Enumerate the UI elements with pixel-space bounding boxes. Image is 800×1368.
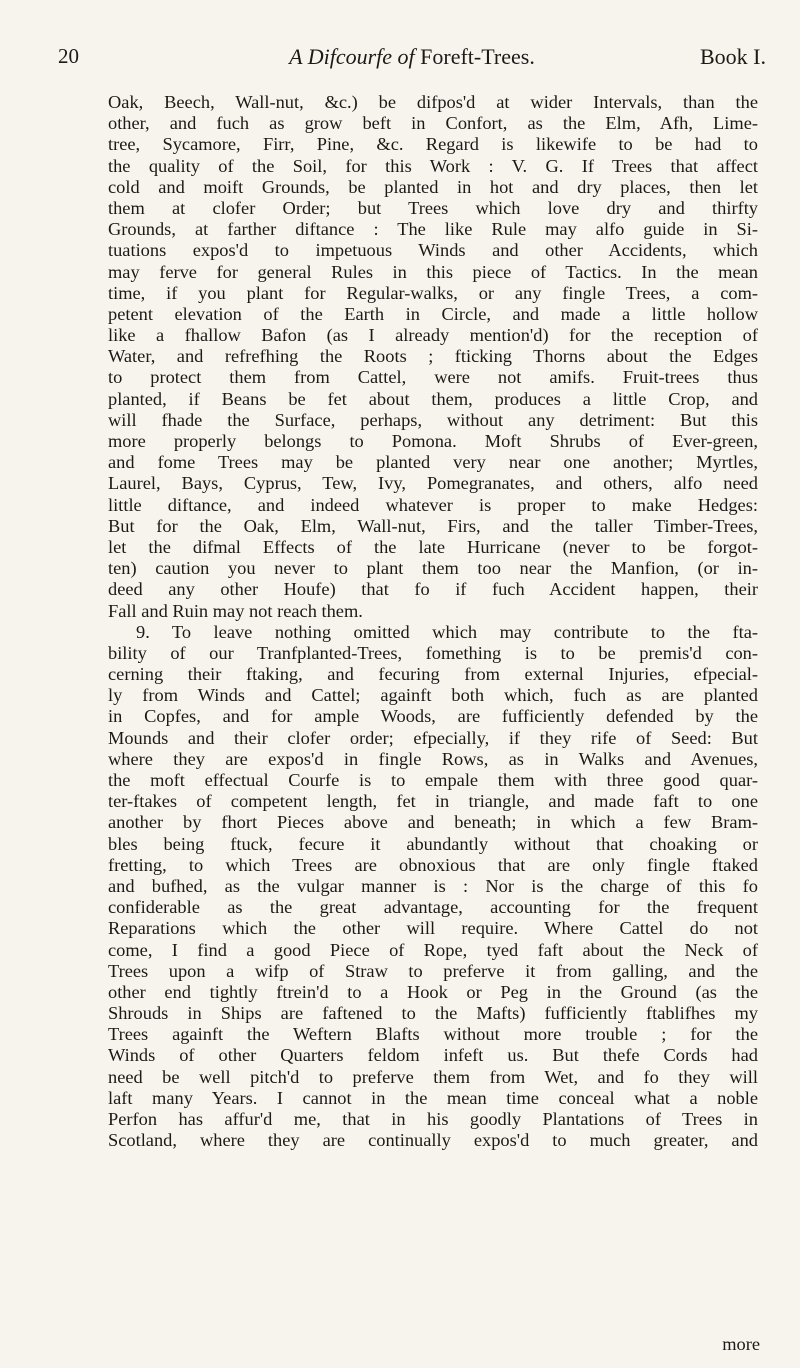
text-line: the quality of the Soil, for this Work : V. G. If Trees that affect xyxy=(108,155,758,176)
text-line: 9. To leave nothing omitted which may contribute to the fta- xyxy=(136,621,758,642)
text-line: Trees upon a wifp of Straw to preferve it from galling, and the xyxy=(108,960,758,981)
book-label: Book I. xyxy=(700,44,766,69)
text-line: Trees againft the Weftern Blafts without more trouble ; for the xyxy=(108,1024,758,1045)
text-line: other end tightly ftrein'd to a Hook or Peg in the Ground (as the xyxy=(108,981,758,1002)
text-line: in Copfes, and for ample Woods, are fufficiently defended by the xyxy=(108,706,758,727)
text-line: may ferve for general Rules in this piece of Tactics. In the mean xyxy=(108,261,758,282)
text-line: confiderable as the great advantage, accounting for the frequent xyxy=(108,897,758,918)
running-title xyxy=(58,44,766,70)
text-line: them at clofer Order; but Trees which love dry and thirfty xyxy=(108,197,758,218)
text-line: Reparations which the other will require. Where Cattel do not xyxy=(108,918,758,939)
text-line: will fhade the Surface, perhaps, without any detriment: But this xyxy=(108,409,758,430)
text-line: tuations expos'd to impetuous Winds and other Accidents, which xyxy=(108,240,758,261)
text-line: time, if you plant for Regular-walks, or any fingle Trees, a com- xyxy=(108,282,758,303)
text-line: Fall and Ruin may not reach them. xyxy=(108,600,363,621)
text-line: ly from Winds and Cattel; againft both which, fuch as are planted xyxy=(108,685,758,706)
text-body xyxy=(108,92,758,1151)
text-line: Winds of other Quarters feldom infeft us. But thefe Cords had xyxy=(108,1045,758,1066)
text-line: bility of our Tranfplanted-Trees, fomething is to be premis'd con- xyxy=(108,642,758,663)
page-number: 20 xyxy=(58,44,79,68)
catchword: more xyxy=(722,1334,760,1354)
text-line: Grounds, at farther diftance : The like Rule may alfo guide in Si- xyxy=(108,219,758,240)
text-line: and bufhed, as the vulgar manner is : Nor is the charge of this fo xyxy=(108,875,758,896)
text-line: tree, Sycamore, Firr, Pine, &c. Regard is likewife to be had to xyxy=(108,134,758,155)
text-line: the moft effectual Courfe is to empale them with three good quar- xyxy=(108,770,758,790)
text-line: But for the Oak, Elm, Wall-nut, Firs, and the taller Timber-Trees, xyxy=(108,515,758,536)
text-line: bles being ftuck, fecure it abundantly without that choaking or xyxy=(108,833,758,854)
text-line: where they are expos'd in fingle Rows, as in Walks and Avenues, xyxy=(108,748,758,769)
text-line: Shrouds in Ships are faftened to the Mafts) fufficiently ftablifhes my xyxy=(108,1003,758,1024)
text-line: ten) caution you never to plant them too near the Manfion, (or in- xyxy=(108,558,758,579)
text-line: other, and fuch as grow beft in Confort, as the Elm, Afh, Lime- xyxy=(108,113,758,134)
text-line: cold and moift Grounds, be planted in hot and dry places, then let xyxy=(108,176,758,197)
text-line: to protect them from Cattel, were not amifs. Fruit-trees thus xyxy=(108,367,758,388)
text-line: let the difmal Effects of the late Hurricane (never to be forgot- xyxy=(108,536,758,557)
text-line: Scotland, where they are continually expos'd to much greater, and xyxy=(108,1130,758,1151)
text-line: planted, if Beans be fet about them, produces a little Crop, and xyxy=(108,388,758,409)
text-line: another by fhort Pieces above and beneath; in which a few Bram- xyxy=(108,812,758,833)
running-header xyxy=(58,44,766,78)
text-line: like a fhallow Bafon (as I already mention'd) for the reception of xyxy=(108,325,758,346)
running-title-plain: Foreft-Trees. xyxy=(420,44,535,69)
text-line: come, I find a good Piece of Rope, tyed faft about the Neck of xyxy=(108,939,758,960)
text-line: deed any other Houfe) that fo if fuch Accident happen, their xyxy=(108,579,758,600)
text-line: ter-ftakes of competent length, fet in triangle, and made faft to one xyxy=(108,791,758,812)
text-line: Laurel, Bays, Cyprus, Tew, Ivy, Pomegranates, and others, alfo need xyxy=(108,473,758,494)
text-line: Oak, Beech, Wall-nut, &c.) be difpos'd at wider Intervals, than the xyxy=(108,92,758,112)
text-line: cerning their ftaking, and fecuring from external Injuries, efpecial- xyxy=(108,664,758,685)
running-title-italic: A Difcourfe of xyxy=(289,44,415,69)
text-line: laft many Years. I cannot in the mean time conceal what a noble xyxy=(108,1087,758,1108)
text-line: fretting, to which Trees are obnoxious that are only fingle ftaked xyxy=(108,854,758,875)
text-line: and fome Trees may be planted very near one another; Myrtles, xyxy=(108,452,758,473)
text-line: Water, and refrefhing the Roots ; fticking Thorns about the Edges xyxy=(108,346,758,367)
text-line: Mounds and their clofer order; efpecially, if they rife of Seed: But xyxy=(108,727,758,748)
text-line: little diftance, and indeed whatever is proper to make Hedges: xyxy=(108,494,758,515)
text-line: petent elevation of the Earth in Circle, and made a little hollow xyxy=(108,303,758,324)
text-line: more properly belongs to Pomona. Moft Shrubs of Ever-green, xyxy=(108,431,758,451)
text-line: need be well pitch'd to preferve them from Wet, and fo they will xyxy=(108,1066,758,1087)
text-line: Perfon has affur'd me, that in his goodly Plantations of Trees in xyxy=(108,1109,758,1129)
